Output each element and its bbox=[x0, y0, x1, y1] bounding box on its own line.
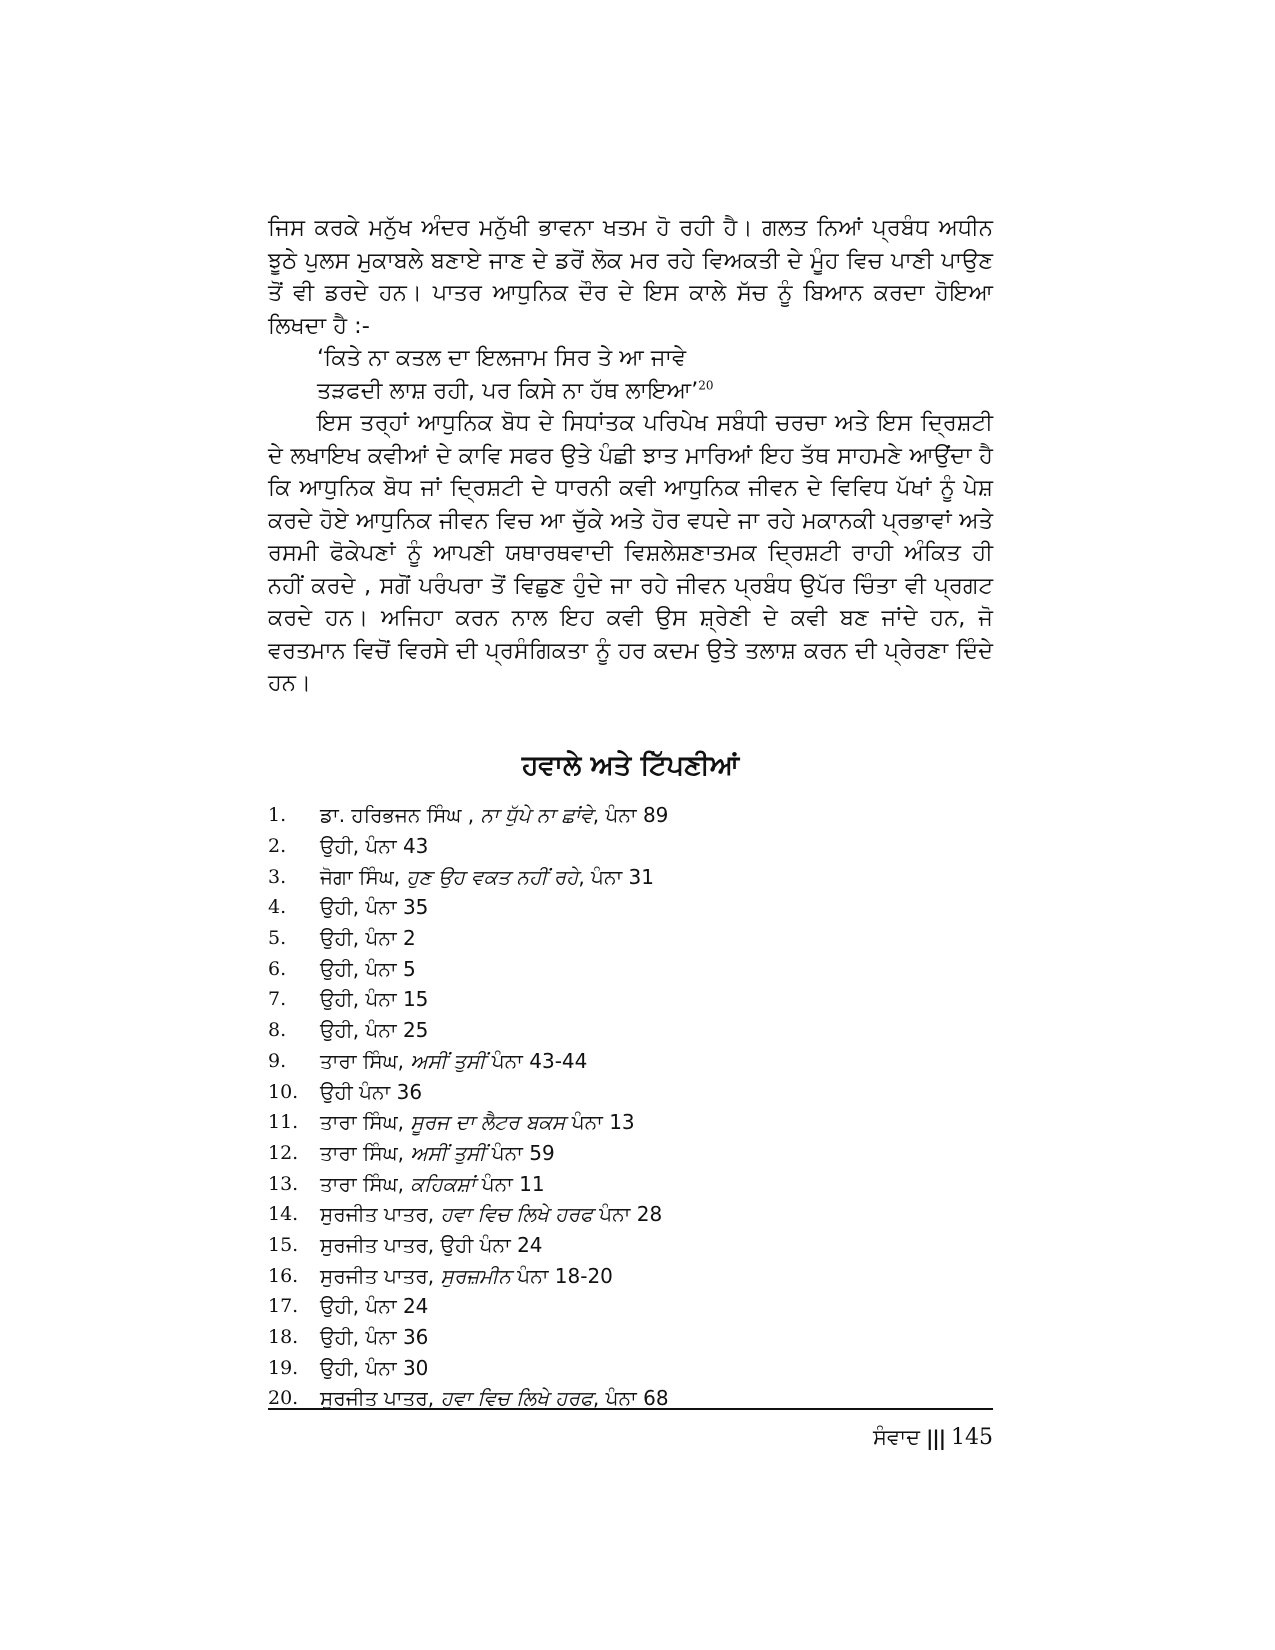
note-book-title: ਅਸੀਂ ਤੁਸੀਂ bbox=[410, 1048, 486, 1073]
note-author: ਉਹੀ, ਪੰਨਾ 15 bbox=[320, 987, 429, 1012]
note-number: 15. bbox=[268, 1233, 299, 1256]
note-number: 10. bbox=[268, 1080, 299, 1103]
note-item bbox=[268, 1107, 993, 1138]
note-book-title: ਹੁਣ ਉਹ ਵਕਤ ਨਹੀਂ ਰਹੇ bbox=[406, 864, 579, 889]
note-item bbox=[268, 1138, 993, 1169]
note-author: ਉਹੀ, ਪੰਨਾ 43 bbox=[320, 834, 429, 859]
note-author: ਸੁਰਜੀਤ ਪਾਤਰ, ਉਹੀ ਪੰਨਾ 24 bbox=[320, 1232, 543, 1257]
note-text bbox=[320, 1141, 555, 1165]
note-number: 20. bbox=[268, 1387, 299, 1410]
note-text bbox=[320, 803, 668, 827]
note-author: ਡਾ. ਹਰਿਭਜਨ ਸਿੰਘ , bbox=[320, 803, 481, 828]
note-item bbox=[268, 953, 993, 984]
note-author: ਉਹੀ, ਪੰਨਾ 36 bbox=[320, 1325, 429, 1350]
note-text bbox=[320, 1018, 428, 1042]
note-page: , ਪੰਨਾ 89 bbox=[592, 803, 669, 828]
note-author: ਸੁਰਜੀਤ ਪਾਤਰ, bbox=[320, 1263, 441, 1288]
verse-line-2 bbox=[268, 375, 993, 408]
footnote-ref-20: 20 bbox=[698, 378, 714, 392]
note-text bbox=[320, 1356, 428, 1380]
footer-separator: ||| bbox=[926, 1425, 945, 1450]
note-page: ਪੰਨਾ 13 bbox=[565, 1110, 635, 1135]
note-text bbox=[320, 1233, 543, 1257]
note-book-title: ਕਹਿਕਸ਼ਾਂ bbox=[410, 1171, 476, 1196]
paragraph-2: ਇਸ ਤਰ੍ਹਾਂ ਆਧੁਨਿਕ ਬੋਧ ਦੇ ਸਿਧਾਂਤਕ ਪਰਿਪੇਖ ਸਬੰਧੀ ਚਰਚਾ ਅਤੇ ਇਸ ਦ੍ਰਿਸ਼ਟੀ ਦੇ ਲਖਾਇਖ ਕਵੀਆਂ ਦੇ ਕਾਵਿ ਸਫਰ ਉਤੇ ਪੰਛੀ ਝਾਤ ਮਾਰਿਆਂ ਇਹ ਤੱਥ ਸਾਹਮਣੇ ਆਉਂਦਾ ਹੈ ਕਿ ਆਧੁਨਿਕ ਬੋਧ ਜਾਂ ਦ੍ਰਿਸ਼ਟੀ ਦੇ ਧਾਰਨੀ ਕਵੀ ਆਧੁਨਿਕ ਜੀਵਨ ਦੇ ਵਿਵਿਧ ਪੱਖਾਂ ਨੂੰ ਪੇਸ਼ ਕਰਦੇ ਹੋਏ ਆਧੁਨਿਕ ਜੀਵਨ ਵਿਚ ਆ ਚੁੱਕੇ ਅਤੇ ਹੋਰ ਵਧਦੇ ਜਾ ਰਹੇ ਮਕਾਨਕੀ ਪ੍ਰਭਾਵਾਂ ਅਤੇ ਰਸਮੀ ਫੋਕੇਪਣਾਂ ਨੂੰ ਆਪਣੀ ਯਥਾਰਥਵਾਦੀ ਵਿਸ਼ਲੇਸ਼ਣਾਤਮਕ ਦ੍ਰਿਸ਼ਟੀ ਰਾਹੀ ਅੰਕਿਤ ਹੀ ਨਹੀਂ ਕਰਦੇ , ਸਗੋਂ ਪਰੰਪਰਾ ਤੋਂ ਵਿਛੁਣ ਹੁੰਦੇ ਜਾ ਰਹੇ ਜੀਵਨ ਪ੍ਰਬੰਧ ਉਪੱਰ ਚਿੰਤਾ ਵੀ ਪ੍ਰਗਟ ਕਰਦੇ ਹਨ। ਅਜਿਹਾ ਕਰਨ ਨਾਲ ਇਹ ਕਵੀ ਉਸ ਸ਼੍ਰੇਣੀ ਦੇ ਕਵੀ ਬਣ ਜਾਂਦੇ ਹਨ, ਜੋ ਵਰਤਮਾਨ ਵਿਚੋਂ ਵਿਰਸੇ ਦੀ ਪ੍ਰਸੰਗਿਕਤਾ ਨੂੰ ਹਰ ਕਦਮ ਉਤੇ ਤਲਾਸ਼ ਕਰਨ ਦੀ ਪ੍ਰੇਰਣਾ ਦਿੰਦੇ ਹਨ। bbox=[268, 410, 993, 696]
notes-list bbox=[268, 800, 993, 1414]
note-text bbox=[320, 865, 654, 889]
note-number: 11. bbox=[268, 1111, 299, 1134]
note-page: ਪੰਨਾ 18-20 bbox=[510, 1263, 613, 1288]
note-number: 6. bbox=[268, 957, 287, 980]
note-author: ਤਾਰਾ ਸਿੰਘ, bbox=[320, 1048, 411, 1073]
note-text bbox=[320, 1080, 422, 1104]
note-book-title: ਨਾ ਧੁੱਪੇ ਨਾ ਛਾਂਵੇ bbox=[480, 803, 593, 828]
note-item bbox=[268, 1076, 993, 1107]
note-text bbox=[320, 1294, 428, 1318]
note-item bbox=[268, 1260, 993, 1291]
note-item bbox=[268, 1046, 993, 1077]
note-text bbox=[320, 1202, 662, 1226]
note-author: ਤਾਰਾ ਸਿੰਘ, bbox=[320, 1171, 411, 1196]
note-text bbox=[320, 1110, 635, 1134]
note-book-title: ਸੁਰਜ਼ਮੀਨ bbox=[440, 1263, 511, 1288]
note-number: 5. bbox=[268, 927, 287, 950]
note-author: ਸੁਰਜੀਤ ਪਾਤਰ, bbox=[320, 1386, 441, 1411]
note-text bbox=[320, 1049, 587, 1073]
note-number: 2. bbox=[268, 835, 287, 858]
note-text bbox=[320, 926, 416, 950]
note-page: ਪੰਨਾ 28 bbox=[592, 1202, 663, 1227]
verse-line-1: ‘ਕਿਤੇ ਨਾ ਕਤਲ ਦਾ ਇਲਜਾਮ ਸਿਰ ਤੇ ਆ ਜਾਵੇ bbox=[317, 345, 687, 371]
note-item bbox=[268, 800, 993, 831]
note-author: ਉਹੀ, ਪੰਨਾ 30 bbox=[320, 1355, 429, 1380]
footer-rule bbox=[268, 1408, 993, 1410]
note-page: , ਪੰਨਾ 31 bbox=[578, 864, 654, 889]
note-item bbox=[268, 1199, 993, 1230]
note-item bbox=[268, 1230, 993, 1261]
note-text bbox=[320, 1172, 545, 1196]
note-number: 14. bbox=[268, 1203, 299, 1226]
note-page: , ਪੰਨਾ 68 bbox=[592, 1386, 669, 1411]
note-author: ਉਹੀ ਪੰਨਾ 36 bbox=[320, 1079, 423, 1104]
note-author: ਉਹੀ, ਪੰਨਾ 5 bbox=[320, 956, 416, 981]
note-number: 9. bbox=[268, 1049, 287, 1072]
note-item bbox=[268, 984, 993, 1015]
note-author: ਤਾਰਾ ਸਿੰਘ, bbox=[320, 1140, 411, 1165]
note-author: ਤਾਰਾ ਸਿੰਘ, bbox=[320, 1110, 411, 1135]
note-number: 17. bbox=[268, 1295, 299, 1318]
note-author: ਉਹੀ, ਪੰਨਾ 24 bbox=[320, 1294, 429, 1319]
note-author: ਉਹੀ, ਪੰਨਾ 2 bbox=[320, 926, 416, 951]
note-number: 1. bbox=[268, 804, 287, 827]
note-book-title: ਹਵਾ ਵਿਚ ਲਿਖੇ ਹਰਫ bbox=[440, 1386, 593, 1411]
note-author: ਉਹੀ, ਪੰਨਾ 35 bbox=[320, 895, 429, 920]
note-text bbox=[320, 987, 428, 1011]
note-author: ਉਹੀ, ਪੰਨਾ 25 bbox=[320, 1018, 429, 1043]
note-text bbox=[320, 957, 416, 981]
page-footer bbox=[873, 1425, 993, 1450]
note-item bbox=[268, 1291, 993, 1322]
paragraph-1: ਜਿਸ ਕਰਕੇ ਮਨੁੱਖ ਅੰਦਰ ਮਨੁੱਖੀ ਭਾਵਨਾ ਖਤਮ ਹੋ ਰਹੀ ਹੈ। ਗਲਤ ਨਿਆਂ ਪ੍ਰਬੰਧ ਅਧੀਨ ਝੂਠੇ ਪੁਲਸ ਮੁਕਾਬਲੇ ਬਣਾਏ ਜਾਣ ਦੇ ਡਰੋਂ ਲੋਕ ਮਰ ਰਹੇ ਵਿਅਕਤੀ ਦੇ ਮੂੰਹ ਵਿਚ ਪਾਣੀ ਪਾਉਣ ਤੋਂ ਵੀ ਡਰਦੇ ਹਨ। ਪਾਤਰ ਆਧੁਨਿਕ ਦੌਰ ਦੇ ਇਸ ਕਾਲੇ ਸੱਚ ਨੂੰ ਬਿਆਨ ਕਰਦਾ ਹੋਇਆ ਲਿਖਦਾ ਹੈ :- bbox=[268, 215, 993, 339]
body-text bbox=[268, 212, 993, 700]
note-text bbox=[320, 1264, 613, 1288]
note-text bbox=[320, 834, 428, 858]
note-page: ਪੰਨਾ 59 bbox=[485, 1140, 555, 1165]
note-number: 18. bbox=[268, 1326, 299, 1349]
note-book-title: ਅਸੀਂ ਤੁਸੀਂ bbox=[410, 1140, 486, 1165]
note-item bbox=[268, 1322, 993, 1353]
note-number: 19. bbox=[268, 1356, 299, 1379]
note-book-title: ਸੂਰਜ ਦਾ ਲੈਟਰ ਬਕਸ bbox=[410, 1110, 566, 1135]
note-number: 7. bbox=[268, 988, 287, 1011]
note-page: ਪੰਨਾ 11 bbox=[475, 1171, 545, 1196]
note-item bbox=[268, 861, 993, 892]
note-number: 3. bbox=[268, 865, 287, 888]
page-number: 145 bbox=[951, 1425, 993, 1450]
note-page: ਪੰਨਾ 43-44 bbox=[485, 1048, 588, 1073]
note-number: 13. bbox=[268, 1172, 299, 1195]
journal-name: ਸੰਵਾਦ bbox=[873, 1425, 921, 1449]
note-item bbox=[268, 1015, 993, 1046]
note-author: ਸੁਰਜੀਤ ਪਾਤਰ, bbox=[320, 1202, 441, 1227]
note-text bbox=[320, 1386, 669, 1410]
note-text bbox=[320, 895, 428, 919]
note-book-title: ਹਵਾ ਵਿਚ ਲਿਖੇ ਹਰਫ bbox=[440, 1202, 593, 1227]
verse-line-2-text: ਤੜਫਦੀ ਲਾਸ਼ ਰਹੀ, ਪਰ ਕਿਸੇ ਨਾ ਹੱਥ ਲਾਇਆ’ bbox=[317, 377, 699, 404]
note-item bbox=[268, 831, 993, 862]
note-author: ਜੋਗਾ ਸਿੰਘ, bbox=[320, 864, 407, 889]
note-number: 4. bbox=[268, 896, 287, 919]
note-text bbox=[320, 1325, 428, 1349]
note-number: 12. bbox=[268, 1141, 299, 1164]
note-number: 8. bbox=[268, 1019, 287, 1042]
note-item bbox=[268, 1352, 993, 1383]
notes-heading: ਹਵਾਲੇ ਅਤੇ ਟਿੱਪਣੀਆਂ bbox=[521, 750, 740, 781]
note-item bbox=[268, 1168, 993, 1199]
note-number: 16. bbox=[268, 1264, 299, 1287]
note-item bbox=[268, 923, 993, 954]
note-item bbox=[268, 892, 993, 923]
